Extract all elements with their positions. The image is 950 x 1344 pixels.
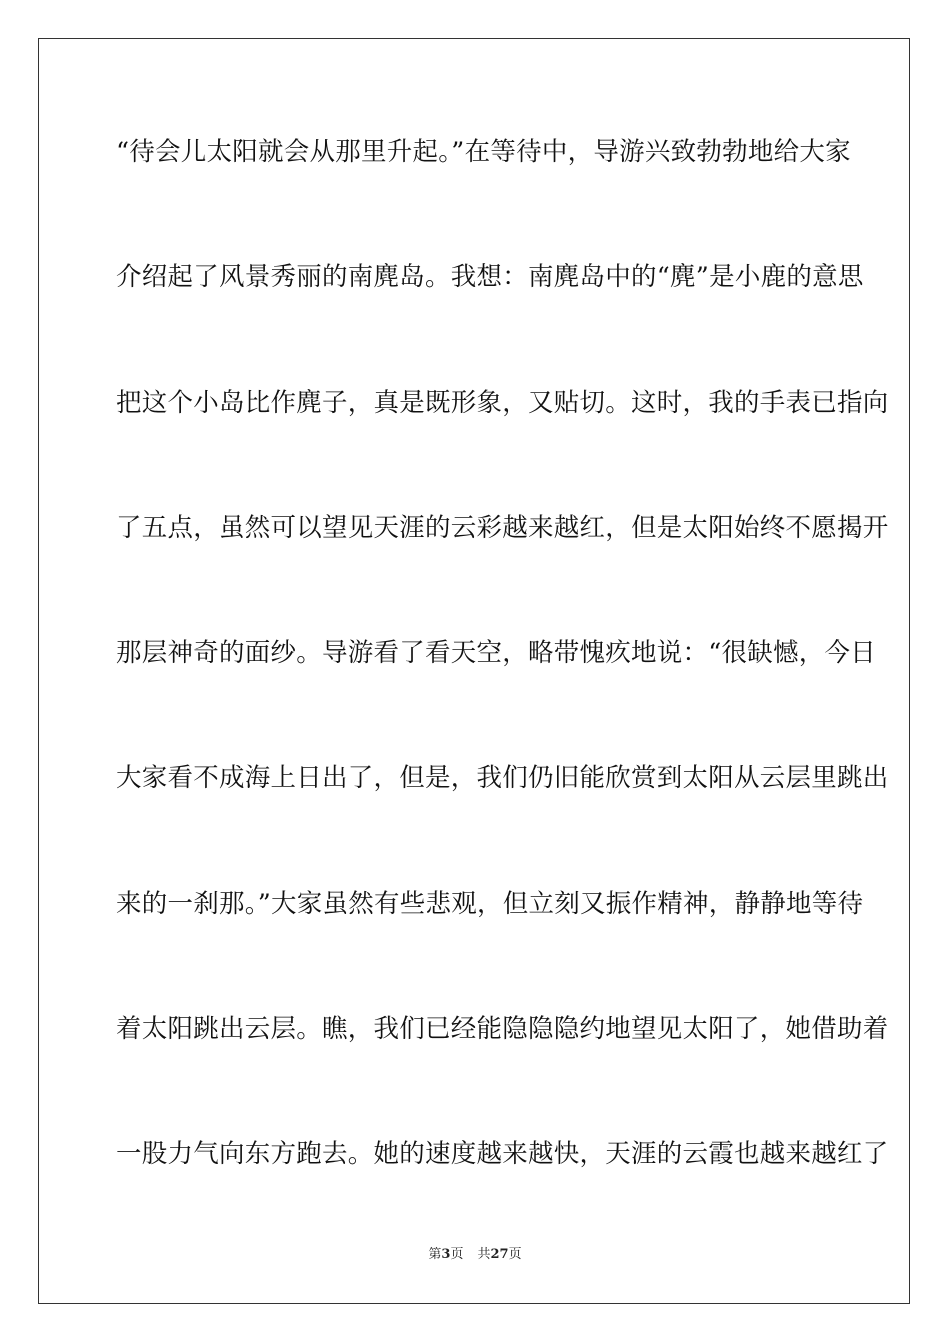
current-page-number: 3 [441,1247,451,1262]
text-line: 来的一刹那。”大家虽然有些悲观，但立刻又振作精神，静静地等待 [116,888,864,919]
total-pages-number: 27 [490,1247,509,1262]
total-pages-prefix: 共 [477,1247,491,1262]
page-number-prefix: 第 [428,1247,442,1262]
page-number-suffix: 页 [450,1247,464,1262]
text-line: 大家看不成海上日出了，但是，我们仍旧能欣赏到太阳从云层里跳出 [116,763,889,794]
text-line: 了五点，虽然可以望见天涯的云彩越来越红，但是太阳始终不愿揭开 [116,512,889,543]
document-body [116,120,889,1248]
text-line: 着太阳跳出云层。瞧，我们已经能隐隐隐约地望见太阳了，她借助着 [116,1014,889,1045]
page-footer [0,1243,950,1262]
text-line: “待会儿太阳就会从那里升起。”在等待中，导游兴致勃勃地给大家 [116,137,851,167]
text-line: 介绍起了风景秀丽的南麂岛。我想：南麂岛中的“麂”是小鹿的意思 [116,262,864,293]
text-line: 把这个小岛比作麂子，真是既形象，又贴切。这时，我的手表已指向 [116,387,889,418]
text-line: 那层神奇的面纱。导游看了看天空，略带愧疚地说：“很缺憾，今日 [116,638,877,669]
total-pages-suffix: 页 [508,1247,522,1262]
text-line: 一股力气向东方跑去。她的速度越来越快，天涯的云霞也越来越红了 [116,1139,889,1170]
